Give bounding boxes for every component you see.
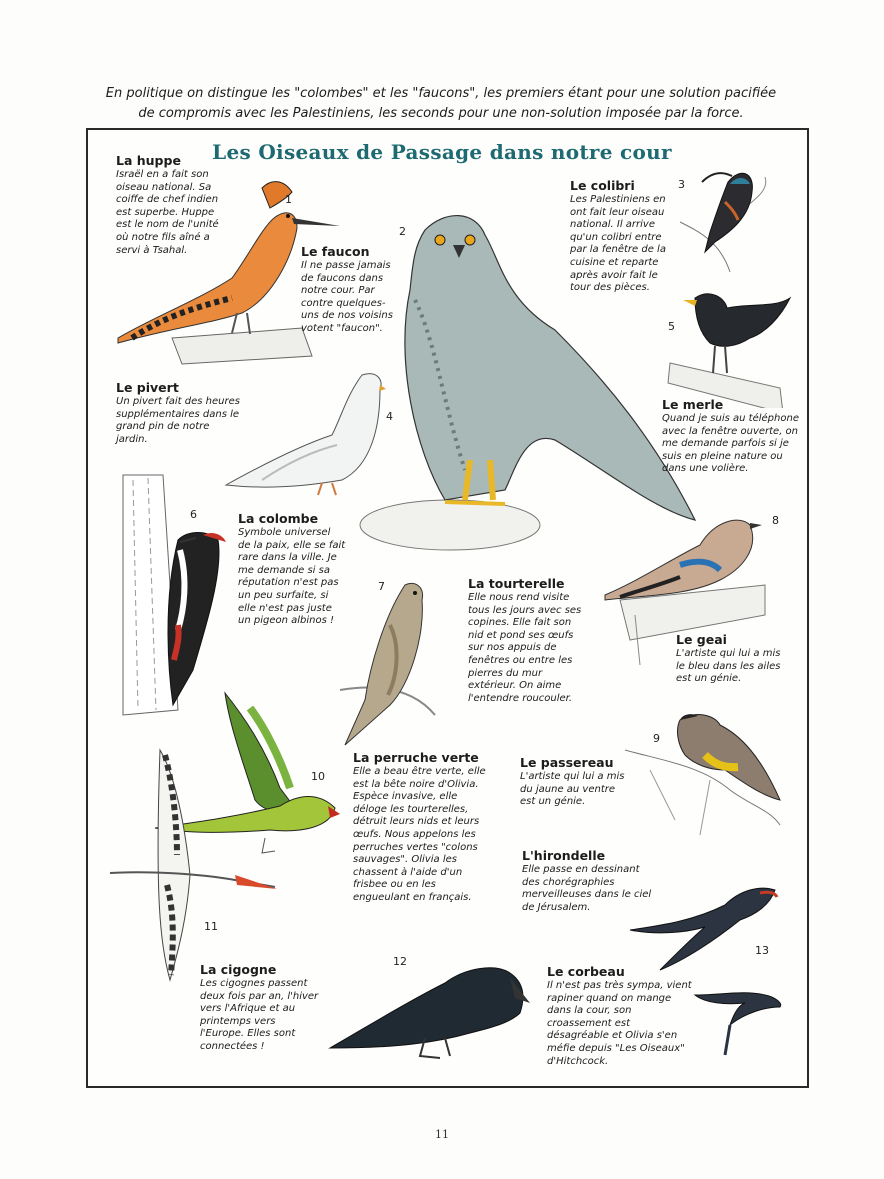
blackbird-illustration — [665, 288, 795, 408]
entry-text: Les Palestiniens en ont fait leur oiseau national. Il arrive qu'un colibri entre par la fenêtre de la cuisine et reparte après avoir fait le tour des pièces. — [570, 194, 666, 294]
entry-text: Un pivert fait des heures supplémentaires dans le grand pin de notre jardin. — [116, 396, 240, 445]
entry-faucon — [301, 244, 403, 336]
entry-pivert — [116, 380, 241, 446]
entry-title: L'hirondelle — [522, 848, 606, 863]
entry-text: L'artiste qui lui a mis du jaune au ventre est un génie. — [520, 771, 625, 808]
entry-text: Il n'est pas très sympa, vient rapiner quand on mange dans la cour, son croassement est désagréable et Olivia s'en méfie depuis "Les Oiseaux" d'Hitchcock. — [547, 980, 692, 1067]
entry-title: Le geai — [676, 632, 727, 647]
entry-colibri — [570, 178, 675, 295]
figure-number-8: 8 — [772, 514, 779, 527]
entry-title: La perruche verte — [353, 750, 479, 765]
figure-number-11: 11 — [204, 920, 218, 933]
figure-number-5: 5 — [668, 320, 675, 333]
entry-tourterelle — [468, 576, 588, 705]
page-title: Les Oiseaux de Passage dans notre cour — [212, 140, 672, 164]
figure-number-12: 12 — [393, 955, 407, 968]
entry-title: Le corbeau — [547, 964, 625, 979]
entry-perruche — [353, 750, 493, 905]
figure-number-7: 7 — [378, 580, 385, 593]
entry-hirondelle — [522, 848, 652, 914]
figure-number-9: 9 — [653, 732, 660, 745]
entry-text: Symbole universel de la paix, elle se fait rare dans la ville. Je me demande si sa réputation n'est pas un peu surfaite, si elle n'est pas juste un pigeon albinos ! — [238, 527, 346, 627]
entry-title: Le colibri — [570, 178, 635, 193]
entry-text: Elle a beau être verte, elle est la bête noire d'Olivia. Espèce invasive, elle déloge les tourterelles, détruit leurs nids et leurs œufs. Nous appelons les perruches vertes "colons sauvages". Olivia les chassent à l'aide d'un frisbee ou en les engueulant en français. — [353, 766, 486, 903]
stork-illustration — [105, 745, 280, 985]
figure-number-2: 2 — [399, 225, 406, 238]
entry-huppe — [116, 153, 228, 257]
entry-title: La tourterelle — [468, 576, 565, 591]
crow-illustration — [325, 958, 530, 1063]
hummingbird-illustration — [670, 162, 785, 277]
figure-number-1: 1 — [285, 193, 292, 206]
figure-number-4: 4 — [386, 410, 393, 423]
entry-corbeau — [547, 964, 692, 1068]
entry-title: Le faucon — [301, 244, 370, 259]
figure-number-3: 3 — [678, 178, 685, 191]
entry-merle — [662, 397, 802, 476]
entry-text: Les cigognes passent deux fois par an, l'hiver vers l'Afrique et au printemps vers l'Europe. Elles sont connectées ! — [200, 978, 319, 1052]
dove-illustration — [222, 365, 392, 505]
page-number: 11 — [435, 1128, 449, 1141]
entry-title: La huppe — [116, 153, 181, 168]
figure-number-13: 13 — [755, 944, 769, 957]
intro-text: En politique on distingue les "colombes" et les "faucons", les premiers étant pour une solution pacifiée de compromis avec les Palestiniens, les seconds pour une non-solution imposée par la force. — [105, 86, 777, 121]
turtle-dove-illustration — [330, 575, 440, 750]
entry-text: Israël en a fait son oiseau national. Sa coiffe de chef indien est superbe. Huppe est le nom de l'unité où notre fils aîné a servi à Tsahal. — [116, 169, 219, 256]
songbird-illustration — [620, 710, 785, 840]
entry-geai — [676, 632, 786, 686]
entry-cigogne — [200, 962, 320, 1054]
entry-title: Le passereau — [520, 755, 614, 770]
figure-number-10: 10 — [311, 770, 325, 783]
entry-passereau — [520, 755, 625, 809]
entry-text: Il ne passe jamais de faucons dans notre cour. Par contre quelques-uns de nos voisins votent "faucon". — [301, 260, 393, 334]
entry-colombe — [238, 511, 346, 628]
entry-text: L'artiste qui lui a mis le bleu dans les ailes est un génie. — [676, 648, 781, 685]
woodpecker-illustration — [118, 470, 238, 720]
entry-title: La colombe — [238, 511, 319, 526]
entry-title: Le pivert — [116, 380, 179, 395]
entry-text: Elle passe en dessinant des chorégraphies merveilleuses dans le ciel de Jérusalem. — [522, 864, 652, 913]
entry-text: Elle nous rend visite tous les jours avec ses copines. Elle fait son nid et pond ses œufs sur nos appuis de fenêtres ou entre les pierres du mur extérieur. On aime l'entendre roucouler. — [468, 592, 582, 704]
entry-title: Le merle — [662, 397, 724, 412]
entry-title: La cigogne — [200, 962, 277, 977]
figure-number-6: 6 — [190, 508, 197, 521]
entry-text: Quand je suis au téléphone avec la fenêtre ouverte, on me demande parfois si je suis en pleine nature ou dans une volière. — [662, 413, 799, 475]
